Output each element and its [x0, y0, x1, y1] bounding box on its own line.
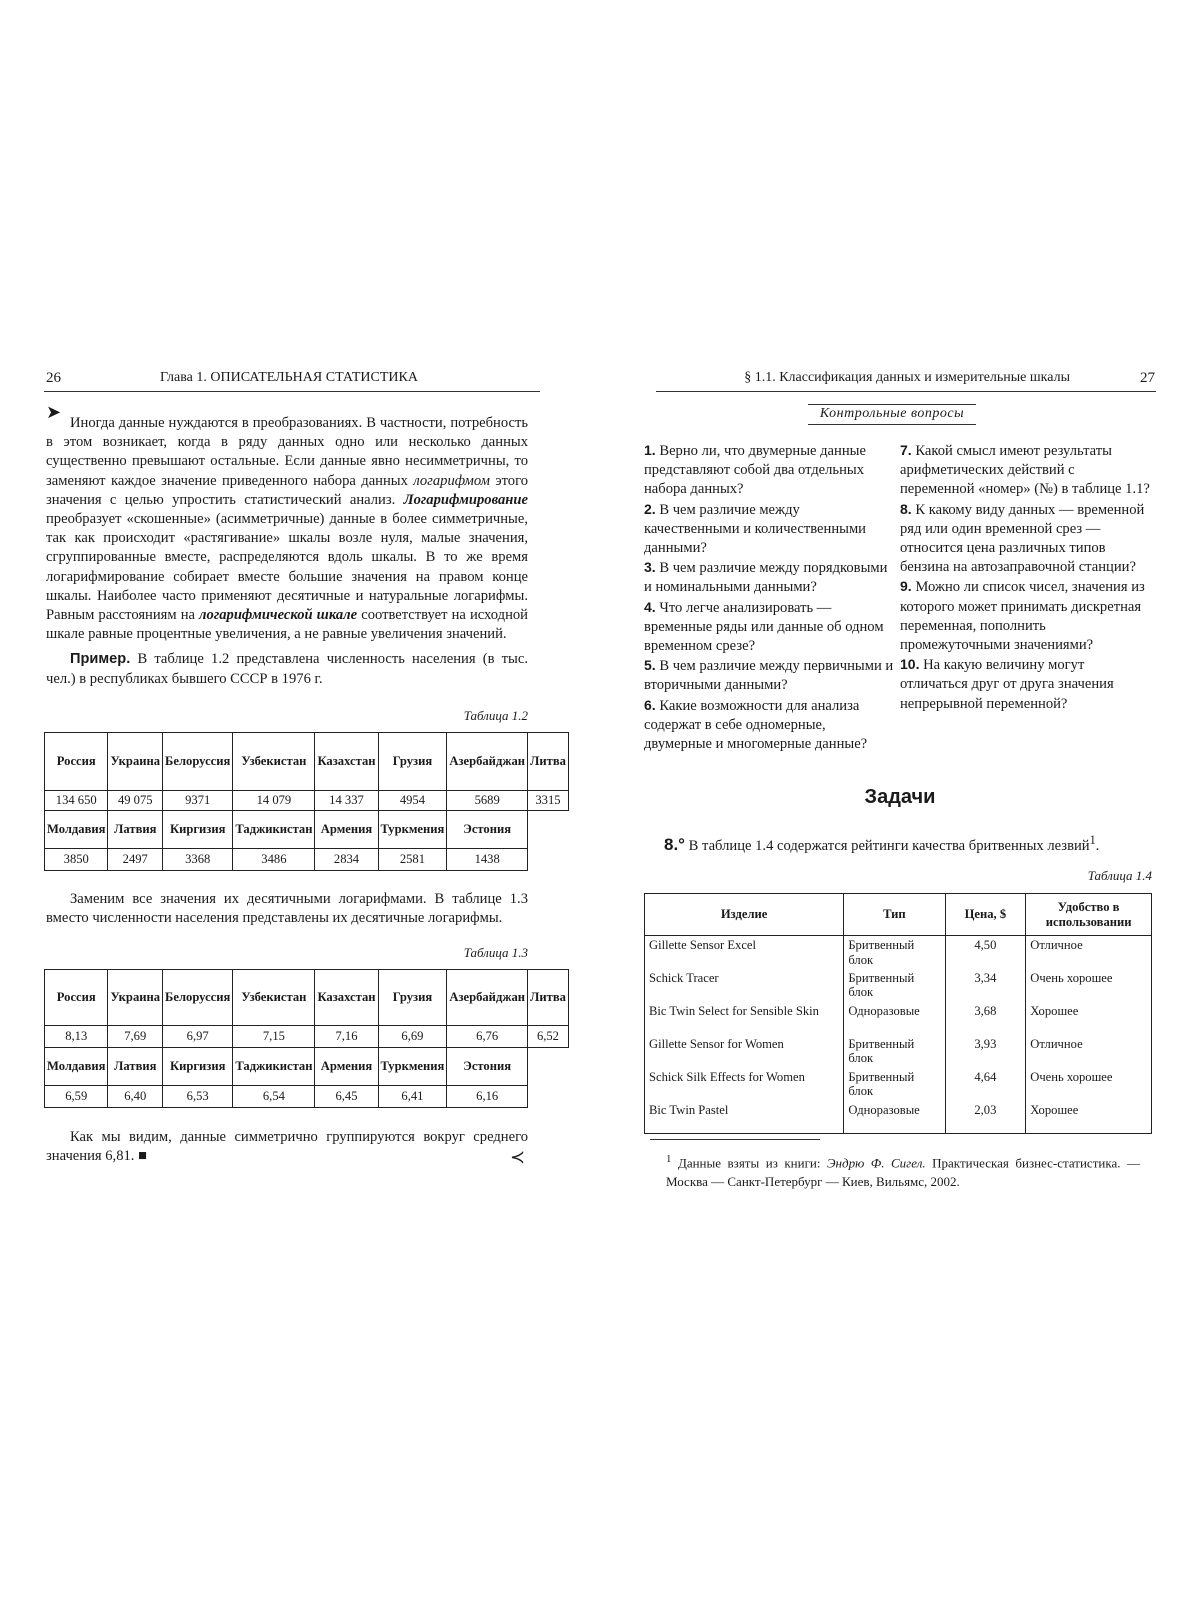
- term-logarithmization: Логарифмирование: [403, 491, 528, 508]
- question-number: 8.: [900, 500, 912, 517]
- table-cell: 3,34: [945, 969, 1026, 1002]
- example-paragraph: [46, 650, 528, 688]
- column-header: Грузия: [378, 733, 447, 791]
- column-header: Изделие: [645, 894, 844, 936]
- question-number: 9.: [900, 578, 912, 595]
- table-value-row: [45, 1026, 569, 1048]
- question-text: Какие возможности для анализа содержат в себе одномерные, двумерные и многомерные данные?: [644, 697, 868, 753]
- task-number: 8.°: [664, 834, 685, 854]
- column-header: Казахстан: [315, 733, 378, 791]
- table-cell: 49 075: [108, 791, 163, 811]
- table-header-row: [645, 894, 1152, 936]
- task-text: В таблице 1.4 содержатся рейтинги качества бритвенных лезвий: [684, 837, 1090, 854]
- table-header-row: [45, 811, 569, 849]
- table-1-3: [44, 969, 569, 1108]
- header-rule: [44, 391, 540, 392]
- table-cell: 7,69: [108, 1026, 163, 1048]
- table-cell: Хорошее: [1026, 1101, 1152, 1134]
- column-header: Грузия: [378, 970, 447, 1026]
- column-header: Украина: [108, 733, 163, 791]
- column-header: Армения: [315, 1048, 378, 1086]
- question-item: [900, 441, 1152, 500]
- running-head: Глава 1. ОПИСАТЕЛЬНАЯ СТАТИСТИКА: [160, 370, 418, 385]
- table-header-row: [45, 733, 569, 791]
- column-header: Украина: [108, 970, 163, 1026]
- question-item: [644, 500, 894, 559]
- question-number: 10.: [900, 656, 920, 673]
- table-row: [645, 1068, 1152, 1101]
- table-cell: 14 337: [315, 791, 378, 811]
- footnote: [666, 1150, 1140, 1191]
- column-header: Азербайджан: [447, 733, 528, 791]
- column-header: Латвия: [108, 1048, 163, 1086]
- table-cell: Бритвенный блок: [844, 969, 945, 1002]
- table-cell: Бритвенный блок: [844, 936, 945, 969]
- question-text: К какому виду данных — временной ряд или один временной срез — относится цена различных типов бензина на автозаправочной станции?: [900, 501, 1145, 576]
- table-cell: 3850: [45, 849, 108, 871]
- question-item: [900, 500, 1152, 578]
- example-label: Пример.: [70, 651, 131, 668]
- table-cell: 6,76: [447, 1026, 528, 1048]
- footnote-number: 1: [666, 1153, 672, 1165]
- table-cell: 6,52: [528, 1026, 569, 1048]
- column-header: Узбекистан: [233, 733, 315, 791]
- table-header-row: [45, 970, 569, 1026]
- paragraph-conclusion: Как мы видим, данные симметрично группируются вокруг среднего значения 6,81. ■: [46, 1129, 528, 1165]
- question-item: [644, 441, 894, 500]
- table-cell: Schick Tracer: [645, 969, 844, 1002]
- table-cell: 6,69: [378, 1026, 447, 1048]
- running-head: § 1.1. Классификация данных и измерительные шкалы: [744, 370, 1070, 385]
- column-header: Таджикистан: [233, 811, 315, 849]
- paragraph-logarithm: [46, 414, 528, 689]
- paragraph-text: соответствует на исходной шкале равные процентные увеличения, а не равные увеличения значений.: [46, 607, 528, 643]
- column-header: Россия: [45, 970, 108, 1026]
- column-header: Белоруссия: [163, 733, 233, 791]
- question-number: 2.: [644, 500, 656, 517]
- table-row: [645, 1002, 1152, 1035]
- table-cell: Gillette Sensor for Women: [645, 1035, 844, 1068]
- question-number: 7.: [900, 442, 912, 458]
- table-cell: 6,54: [233, 1086, 315, 1108]
- column-header: Литва: [528, 970, 569, 1026]
- table-cell: 6,45: [315, 1086, 378, 1108]
- table-1-2: [44, 732, 569, 871]
- table-cell: 9371: [163, 791, 233, 811]
- table-cell: 3486: [233, 849, 315, 871]
- paragraph-text: этого значения с целью упростить статистический анализ.: [46, 472, 528, 508]
- table-cell: 2581: [378, 849, 447, 871]
- table-cell: 6,53: [163, 1086, 233, 1108]
- question-number: 5.: [644, 657, 656, 674]
- question-text: На какую величину могут отличаться друг от друга значения непрерывной переменной?: [900, 657, 1114, 712]
- question-item: [644, 696, 894, 755]
- table-row: [645, 1035, 1152, 1068]
- table-cell: Bic Twin Pastel: [645, 1101, 844, 1134]
- table-cell: 6,59: [45, 1086, 108, 1108]
- table-row: [645, 936, 1152, 969]
- table-cell: 1438: [447, 849, 528, 871]
- column-header: Удобство в использовании: [1026, 894, 1152, 936]
- footnote-ref: 1: [1089, 833, 1096, 847]
- column-header: Киргизия: [163, 1048, 233, 1086]
- footnote-text: Данные взяты из книги:: [671, 1155, 828, 1171]
- table-cell: 2,03: [945, 1101, 1026, 1134]
- paragraph-text: Иногда данные нуждаются в преобразованиях. В частности, потребность в этом возникает, когда в ряду данных одно или несколько данных существенно превышают остальные. Если данные явно несимметричны, то заменяют каждое значение приведенного набора данных: [46, 415, 528, 489]
- column-header: Белоруссия: [163, 970, 233, 1026]
- table-cell: 8,13: [45, 1026, 108, 1048]
- table-cell: 2834: [315, 849, 378, 871]
- table-cell: Отличное: [1026, 1035, 1152, 1068]
- footnote-text: Практическая бизнес-статистика. — Москва — Санкт-Петербург — Киев, Вильямс, 2002.: [666, 1155, 1140, 1190]
- question-text: Верно ли, что двумерные данные представляют собой два отдельных набора данных?: [644, 443, 866, 498]
- question-text: В чем различие между первичными и вторичными данными?: [644, 658, 894, 694]
- question-number: 6.: [644, 696, 656, 713]
- end-marker-icon: ≺: [510, 1147, 526, 1167]
- example-text: В таблице 1.2 представлена численность населения (в тыс. чел.) в республиках бывшего СССР в 1976 г.: [46, 651, 528, 687]
- start-marker-icon: ➤: [46, 402, 62, 422]
- header-rule: [656, 391, 1156, 392]
- paragraph-replace: Заменим все значения их десятичными логарифмами. В таблице 1.3 вместо численности населения представлены их десятичные логарифмы.: [46, 891, 528, 927]
- table-cell: 134 650: [45, 791, 108, 811]
- question-number: 3.: [644, 559, 656, 576]
- page-number: 26: [46, 370, 61, 386]
- questions-right-column: [900, 441, 1152, 714]
- question-text: Можно ли список чисел, значения из которого может принимать дискретная переменная, пополнить промежуточными значениями?: [900, 579, 1145, 654]
- table-cell: Очень хорошее: [1026, 1068, 1152, 1101]
- table-cell: 3,93: [945, 1035, 1026, 1068]
- questions-left-column: [644, 441, 894, 754]
- right-page: [600, 0, 1200, 1600]
- column-header: Эстония: [447, 1048, 528, 1086]
- term-log-scale: логарифмической шкале: [199, 607, 358, 624]
- table-cell: 14 079: [233, 791, 315, 811]
- table-cell: Одноразовые: [844, 1101, 945, 1134]
- table-cell: 3315: [528, 791, 569, 811]
- column-header: Казахстан: [315, 970, 378, 1026]
- paragraph-text: преобразует «скошенные» (асимметричные) данные в более симметричные, так как происходит «растягивание» шкалы возле нуля, малые значения, сгруппированные вместе, распределяются вдоль шкалы. В то же время логарифмирование собирает вместе большие значения на правом конце шкалы. Наиболее часто применяют десятичные и натуральные логарифмы. Равным расстояниям на: [46, 511, 528, 624]
- question-item: [900, 577, 1152, 655]
- page-number: 27: [1140, 370, 1155, 386]
- table-row: [645, 969, 1152, 1002]
- table-cell: 7,16: [315, 1026, 378, 1048]
- column-header: Туркмения: [378, 1048, 447, 1086]
- column-header: Туркмения: [378, 811, 447, 849]
- table-cell: 7,15: [233, 1026, 315, 1048]
- table-header-row: [45, 1048, 569, 1086]
- question-item: [644, 656, 894, 695]
- column-header: Узбекистан: [233, 970, 315, 1026]
- question-item: [644, 558, 894, 597]
- table-cell: Gillette Sensor Excel: [645, 936, 844, 969]
- question-text: В чем различие между качественными и количественными данными?: [644, 501, 866, 557]
- column-header: Таджикистан: [233, 1048, 315, 1086]
- table-cell: 6,41: [378, 1086, 447, 1108]
- table-cell: Одноразовые: [844, 1002, 945, 1035]
- table-cell: Бритвенный блок: [844, 1068, 945, 1101]
- table-cell: 4,64: [945, 1068, 1026, 1101]
- question-text: Какой смысл имеют результаты арифметических действий с переменной «номер» (№) в таблице 1.1?: [900, 443, 1150, 498]
- table-cell: 4954: [378, 791, 447, 811]
- table-cell: Schick Silk Effects for Women: [645, 1068, 844, 1101]
- table-cell: 3,68: [945, 1002, 1026, 1035]
- task-8: [664, 830, 1169, 857]
- footnote-author: Эндрю Ф. Сигел.: [827, 1155, 926, 1171]
- table-value-row: [45, 849, 569, 871]
- question-item: [644, 598, 894, 657]
- column-header: Азербайджан: [447, 970, 528, 1026]
- table-cell: Bic Twin Select for Sensible Skin: [645, 1002, 844, 1035]
- table-value-row: [45, 791, 569, 811]
- table-cell: Очень хорошее: [1026, 969, 1152, 1002]
- column-header: Эстония: [447, 811, 528, 849]
- table-cell: 3368: [163, 849, 233, 871]
- table-1-3-caption: Таблица 1.3: [463, 945, 528, 960]
- table-cell: 5689: [447, 791, 528, 811]
- question-number: 4.: [644, 598, 656, 615]
- footnote-rule: [650, 1139, 820, 1140]
- questions-title: Контрольные вопросы: [808, 404, 976, 425]
- table-cell: Хорошее: [1026, 1002, 1152, 1035]
- table-cell: Бритвенный блок: [844, 1035, 945, 1068]
- column-header: Армения: [315, 811, 378, 849]
- table-1-4: [644, 893, 1152, 1134]
- column-header: Киргизия: [163, 811, 233, 849]
- question-text: Что легче анализировать — временные ряды или данные об одном временном срезе?: [644, 599, 884, 655]
- table-cell: 6,97: [163, 1026, 233, 1048]
- column-header: Молдавия: [45, 811, 108, 849]
- question-item: [900, 655, 1152, 714]
- column-header: Россия: [45, 733, 108, 791]
- question-number: 1.: [644, 442, 656, 458]
- table-cell: 6,40: [108, 1086, 163, 1108]
- column-header: Литва: [528, 733, 569, 791]
- table-cell: 6,16: [447, 1086, 528, 1108]
- table-cell: 4,50: [945, 936, 1026, 969]
- table-cell: Отличное: [1026, 936, 1152, 969]
- question-text: В чем различие между порядковыми и номинальными данными?: [644, 560, 888, 596]
- table-1-4-caption: Таблица 1.4: [1087, 868, 1152, 883]
- task-end: .: [1095, 837, 1100, 854]
- table-row: [645, 1101, 1152, 1134]
- column-header: Латвия: [108, 811, 163, 849]
- column-header: Молдавия: [45, 1048, 108, 1086]
- table-value-row: [45, 1086, 569, 1108]
- table-cell: 2497: [108, 849, 163, 871]
- column-header: Цена, $: [945, 894, 1026, 936]
- tasks-title: Задачи: [864, 786, 936, 808]
- column-header: Тип: [844, 894, 945, 936]
- term-logarithm: логарифмом: [413, 472, 490, 489]
- table-1-2-caption: Таблица 1.2: [463, 708, 528, 723]
